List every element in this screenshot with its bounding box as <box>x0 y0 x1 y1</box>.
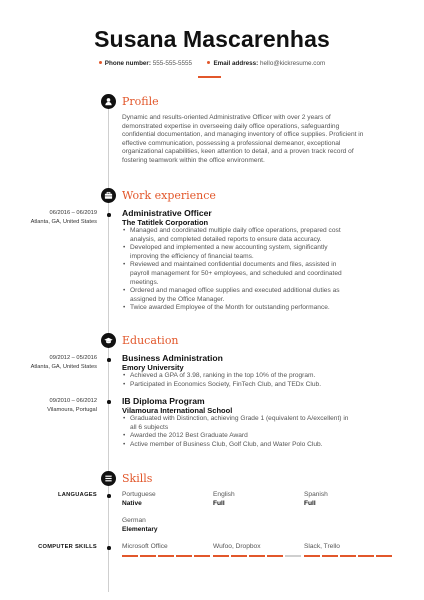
skill-level-segment <box>213 555 229 557</box>
education-bullets <box>122 415 394 449</box>
language-name: English <box>213 491 235 498</box>
profile-line: effective communication, possessing a professional demeanor, exceptional <box>122 139 341 147</box>
job-location: Atlanta, GA, United States <box>30 218 97 225</box>
skill-level-bar <box>304 555 394 557</box>
skill-level-segment <box>376 555 392 557</box>
language-name: Spanish <box>304 491 328 498</box>
language-skill <box>213 491 235 508</box>
email-value: hello@kickresume.com <box>260 60 326 67</box>
profile-line: confidential documentation, and managing inventory of office supplies. Proficient in <box>122 131 364 139</box>
skill-category-computer: COMPUTER SKILLS <box>38 544 97 550</box>
candidate-name: Susana Mascarenhas <box>94 26 330 52</box>
language-skill <box>122 517 158 534</box>
skill-level-segment <box>249 555 265 557</box>
bullet-dot-icon <box>99 61 102 64</box>
computer-skill-name: Slack, Trello <box>304 543 340 550</box>
job-meta <box>31 209 97 226</box>
education-location: Atlanta, GA, United States <box>30 363 97 370</box>
list-item: • Active member of Business Club, Golf Club, and Water Polo Club. <box>122 441 394 450</box>
profile-line: organizational capabilities, keen attention to detail, and a proven track record of <box>122 148 354 156</box>
language-level: Native <box>122 499 142 507</box>
section-title-skills: Skills <box>122 472 153 485</box>
skill-level-segment <box>267 555 283 557</box>
list-item: • Awarded the 2012 Best Graduate Award <box>122 432 394 441</box>
section-title-profile: Profile <box>122 95 159 108</box>
bullet-dot-icon <box>207 61 210 64</box>
education-bullets <box>122 372 394 389</box>
timeline-dot <box>107 400 111 404</box>
skill-level-segment <box>322 555 338 557</box>
timeline-dot <box>107 494 111 498</box>
skill-level-segment <box>340 555 356 557</box>
timeline-dot <box>107 546 111 550</box>
education-meta <box>47 397 97 414</box>
skill-level-bar <box>122 555 212 557</box>
skill-level-segment <box>158 555 174 557</box>
language-level: Elementary <box>122 525 158 533</box>
skill-level-segment <box>140 555 156 557</box>
school-name: Emory University <box>122 363 184 372</box>
list-item: • Ordered and managed office supplies and executed additional duties as assigned by the Office Manager. <box>122 287 394 304</box>
computer-skill-name: Wufoo, Dropbox <box>213 543 261 550</box>
briefcase-icon <box>101 188 116 203</box>
profile-line: fostering teamwork within the office environment. <box>122 156 265 164</box>
skills-icon <box>101 471 116 486</box>
computer-skill-name: Microsoft Office <box>122 543 168 550</box>
header-accent-divider <box>198 76 221 78</box>
skill-level-segment <box>358 555 374 557</box>
skill-level-segment <box>285 555 301 557</box>
skill-level-segment <box>304 555 320 557</box>
skill-level-segment <box>122 555 138 557</box>
graduation-cap-icon <box>101 333 116 348</box>
timeline-dot <box>107 358 111 362</box>
job-bullets <box>122 227 394 313</box>
job-organization: The Tatitlek Corporation <box>122 218 209 227</box>
computer-skill <box>122 543 168 552</box>
list-item: • Participated in Economics Society, FinTech Club, and TEDx Club. <box>122 381 394 390</box>
contact-line <box>0 60 424 67</box>
degree-title: Business Administration <box>122 353 223 363</box>
list-item: • Achieved a GPA of 3.98, ranking in the top 10% of the program. <box>122 372 394 381</box>
education-meta <box>31 354 97 371</box>
profile-line: demonstrated expertise in overseeing daily office operations, safeguarding <box>122 122 340 130</box>
section-title-education: Education <box>122 334 179 347</box>
computer-skill <box>213 543 261 552</box>
person-icon <box>101 94 116 109</box>
job-dates: 06/2016 – 06/2019 <box>49 210 97 216</box>
language-name: Portuguese <box>122 491 156 498</box>
list-item: • Developed and implemented a new accounting system, significantly improving the efficiency of financial teams. <box>122 244 394 261</box>
section-title-work-experience: Work experience <box>122 189 216 202</box>
skill-category-languages: LANGUAGES <box>57 492 97 498</box>
education-dates: 09/2010 – 06/2012 <box>49 398 97 404</box>
language-name: German <box>122 517 146 524</box>
phone-value: 555-555-5555 <box>152 60 192 67</box>
language-level: Full <box>213 499 225 507</box>
computer-skill <box>304 543 340 552</box>
phone-label: Phone number: <box>104 60 151 67</box>
skill-level-segment <box>176 555 192 557</box>
list-item: • Graduated with Distinction, achieving Grade 1 (equivalent to A/excellent) in all 6 subjects <box>122 415 394 432</box>
timeline-dot <box>107 213 111 217</box>
email-label: Email address: <box>213 60 259 67</box>
list-item: • Twice awarded Employee of the Month for outstanding performance. <box>122 304 394 313</box>
language-skill <box>304 491 328 508</box>
profile-line: Dynamic and results-oriented Administrative Officer with over 2 years of <box>122 114 331 121</box>
education-dates: 09/2012 – 05/2016 <box>49 355 97 361</box>
degree-title: IB Diploma Program <box>122 396 205 406</box>
list-item: • Reviewed and maintained confidential documents and files, assisted in payroll management for 50+ employees, and scheduled and coordinated meetings. <box>122 261 394 287</box>
skill-level-segment <box>194 555 210 557</box>
school-name: Vilamoura International School <box>122 406 233 415</box>
job-title: Administrative Officer <box>122 208 212 218</box>
profile-summary <box>122 114 394 166</box>
language-level: Full <box>304 499 316 507</box>
skill-level-bar <box>213 555 303 557</box>
skill-level-segment <box>231 555 247 557</box>
language-skill <box>122 491 156 508</box>
list-item: • Managed and coordinated multiple daily office operations, prepared cost analysis, and completed detailed reports to ensure data accuracy. <box>122 227 394 244</box>
education-location: Vilamoura, Portugal <box>47 406 97 413</box>
